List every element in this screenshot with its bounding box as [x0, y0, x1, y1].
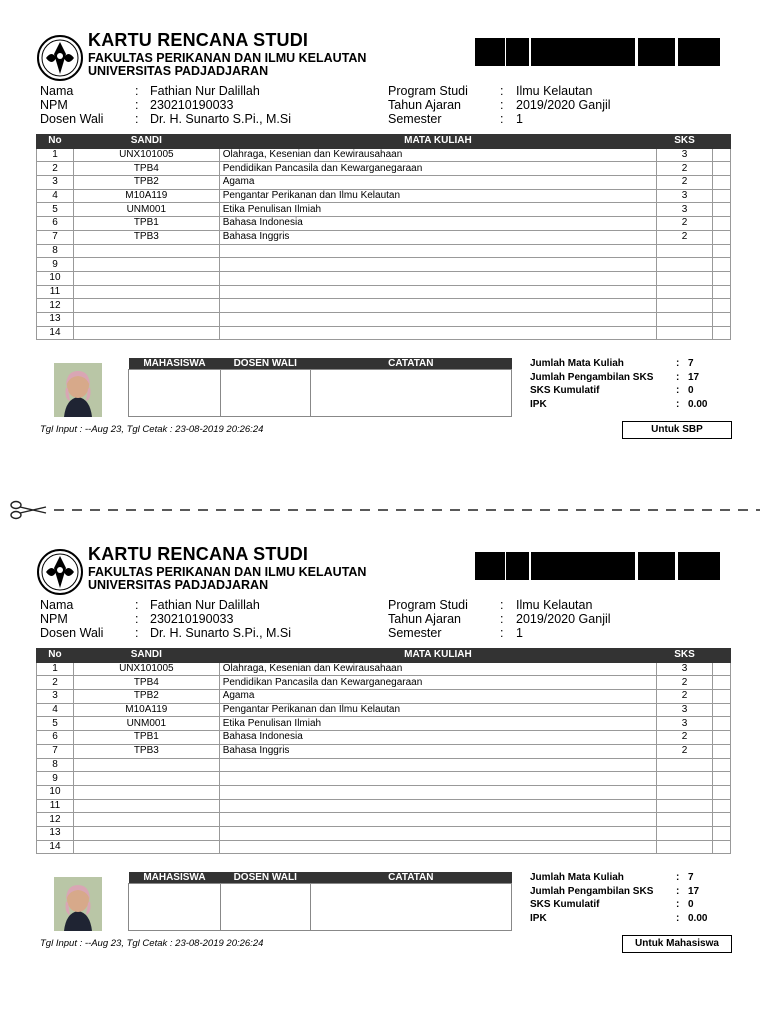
- print-date-note: Tgl Input : --Aug 23, Tgl Cetak : 23-08-2019 20:26:24: [40, 938, 264, 949]
- barcode-number: 288A6DA004: [567, 573, 627, 583]
- table-row: 14: [37, 840, 731, 854]
- table-row: 13: [37, 826, 731, 840]
- table-row: 4 M10A119 Pengantar Perikanan dan Ilmu Kelautan 3: [37, 189, 731, 203]
- table-row: 2 TPB4 Pendidikan Pancasila dan Kewarganegaraan 2: [37, 162, 731, 176]
- university-logo: [36, 548, 84, 596]
- table-row: 3 TPB2 Agama 2: [37, 690, 731, 704]
- table-row: 13: [37, 312, 731, 326]
- student-photo: [54, 877, 102, 931]
- table-row: 10: [37, 271, 731, 285]
- krs-card: KARTU RENCANA STUDI FAKULTAS PERIKANAN DAN ILMU KELAUTAN UNIVERSITAS PADJADJARAN 288A6DA004 Nama : Fathian Nur Dalillah NPM : 230210190033 Dosen Wali : Dr. H. Sunarto S.Pi., M.Si Program Studi : Ilmu Kelautan Tahun Ajaran : 2019/2020 Ganjil Semester : 1 No SANDI MATA KULIAH SKS 1 UNX101005 Olahraga, Kesenian dan Kewirausahaan 3 2 TPB4 Pendidikan Pancasila dan Kewarganegaraan 2 3 TPB2 Agama 2 4 M10A119 Pengantar Perikanan dan Ilmu Kelautan 3 5 UNM001 Etika Penulisan Ilmiah 3 6 TPB1 Bahasa Indonesia 2 7 TPB3 Bahasa Inggris 2 8 9 10 11 12 13 14 MAHASISWA DOSEN WALI CATATAN Jumlah Mata Kuliah : 7 Jumlah Pengambilan SKS : 17 SKS Kumulatif : 0 IPK : 0.00 Tgl Input : --Aug 23, Tgl Cetak : 23-08-2019 20:26:24 Untuk Mahasiswa: [0, 514, 768, 994]
- card-title: KARTU RENCANA STUDI: [88, 30, 309, 50]
- university-name: UNIVERSITAS PADJADJARAN: [88, 578, 269, 592]
- table-row: 6 TPB1 Bahasa Indonesia 2: [37, 731, 731, 745]
- table-row: 8: [37, 244, 731, 258]
- table-row: 3 TPB2 Agama 2: [37, 176, 731, 190]
- faculty-name: FAKULTAS PERIKANAN DAN ILMU KELAUTAN: [88, 565, 367, 579]
- krs-card: KARTU RENCANA STUDI FAKULTAS PERIKANAN DAN ILMU KELAUTAN UNIVERSITAS PADJADJARAN 288A6DA004 Nama : Fathian Nur Dalillah NPM : 230210190033 Dosen Wali : Dr. H. Sunarto S.Pi., M.Si Program Studi : Ilmu Kelautan Tahun Ajaran : 2019/2020 Ganjil Semester : 1 No SANDI MATA KULIAH SKS 1 UNX101005 Olahraga, Kesenian dan Kewirausahaan 3 2 TPB4 Pendidikan Pancasila dan Kewarganegaraan 2 3 TPB2 Agama 2 4 M10A119 Pengantar Perikanan dan Ilmu Kelautan 3 5 UNM001 Etika Penulisan Ilmiah 3 6 TPB1 Bahasa Indonesia 2 7 TPB3 Bahasa Inggris 2 8 9 10 11 12 13 14 MAHASISWA DOSEN WALI CATATAN Jumlah Mata Kuliah : 7 Jumlah Pengambilan SKS : 17 SKS Kumulatif : 0 IPK : 0.00 Tgl Input : --Aug 23, Tgl Cetak : 23-08-2019 20:26:24 Untuk SBP: [0, 0, 768, 480]
- signature-dosen-wali: [220, 884, 310, 931]
- copy-label: Untuk Mahasiswa: [622, 935, 732, 953]
- signature-mahasiswa: [129, 884, 221, 931]
- table-row: 4 M10A119 Pengantar Perikanan dan Ilmu Kelautan 3: [37, 703, 731, 717]
- table-row: 8: [37, 758, 731, 772]
- table-row: 1 UNX101005 Olahraga, Kesenian dan Kewirausahaan 3: [37, 662, 731, 676]
- print-date-note: Tgl Input : --Aug 23, Tgl Cetak : 23-08-2019 20:26:24: [40, 424, 264, 435]
- signature-dosen-wali: [220, 370, 310, 417]
- table-row: 1 UNX101005 Olahraga, Kesenian dan Kewirausahaan 3: [37, 148, 731, 162]
- table-row: 9: [37, 258, 731, 272]
- signature-table: MAHASISWA DOSEN WALI CATATAN: [128, 358, 512, 417]
- university-logo: [36, 34, 84, 82]
- cut-line: [8, 500, 760, 520]
- university-name: UNIVERSITAS PADJADJARAN: [88, 64, 269, 78]
- student-photo: [54, 363, 102, 417]
- table-row: 7 TPB3 Bahasa Inggris 2: [37, 744, 731, 758]
- signature-mahasiswa: [129, 370, 221, 417]
- copy-label: Untuk SBP: [622, 421, 732, 439]
- table-row: 6 TPB1 Bahasa Indonesia 2: [37, 217, 731, 231]
- course-table: No SANDI MATA KULIAH SKS 1 UNX101005 Olahraga, Kesenian dan Kewirausahaan 3 2 TPB4 Pendidikan Pancasila dan Kewarganegaraan 2 3 TPB2 Agama 2 4 M10A119 Pengantar Perikanan dan Ilmu Kelautan 3 5 UNM001 Etika Penulisan Ilmiah 3 6 TPB1 Bahasa Indonesia 2 7 TPB3 Bahasa Inggris 2 8 9 10 11 12 13 14: [36, 134, 731, 340]
- table-row: 11: [37, 799, 731, 813]
- card-title: KARTU RENCANA STUDI: [88, 544, 309, 564]
- table-row: 10: [37, 785, 731, 799]
- table-row: 5 UNM001 Etika Penulisan Ilmiah 3: [37, 203, 731, 217]
- table-row: 7 TPB3 Bahasa Inggris 2: [37, 230, 731, 244]
- table-row: 14: [37, 326, 731, 340]
- faculty-name: FAKULTAS PERIKANAN DAN ILMU KELAUTAN: [88, 51, 367, 65]
- barcode-number: 288A6DA004: [567, 59, 627, 69]
- table-row: 12: [37, 813, 731, 827]
- catatan-box: [310, 884, 511, 931]
- scissors-icon: [11, 502, 46, 519]
- table-row: 11: [37, 285, 731, 299]
- signature-table: MAHASISWA DOSEN WALI CATATAN: [128, 872, 512, 931]
- table-row: 9: [37, 772, 731, 786]
- course-table: No SANDI MATA KULIAH SKS 1 UNX101005 Olahraga, Kesenian dan Kewirausahaan 3 2 TPB4 Pendidikan Pancasila dan Kewarganegaraan 2 3 TPB2 Agama 2 4 M10A119 Pengantar Perikanan dan Ilmu Kelautan 3 5 UNM001 Etika Penulisan Ilmiah 3 6 TPB1 Bahasa Indonesia 2 7 TPB3 Bahasa Inggris 2 8 9 10 11 12 13 14: [36, 648, 731, 854]
- catatan-box: [310, 370, 511, 417]
- table-row: 5 UNM001 Etika Penulisan Ilmiah 3: [37, 717, 731, 731]
- table-row: 2 TPB4 Pendidikan Pancasila dan Kewarganegaraan 2: [37, 676, 731, 690]
- table-row: 12: [37, 299, 731, 313]
